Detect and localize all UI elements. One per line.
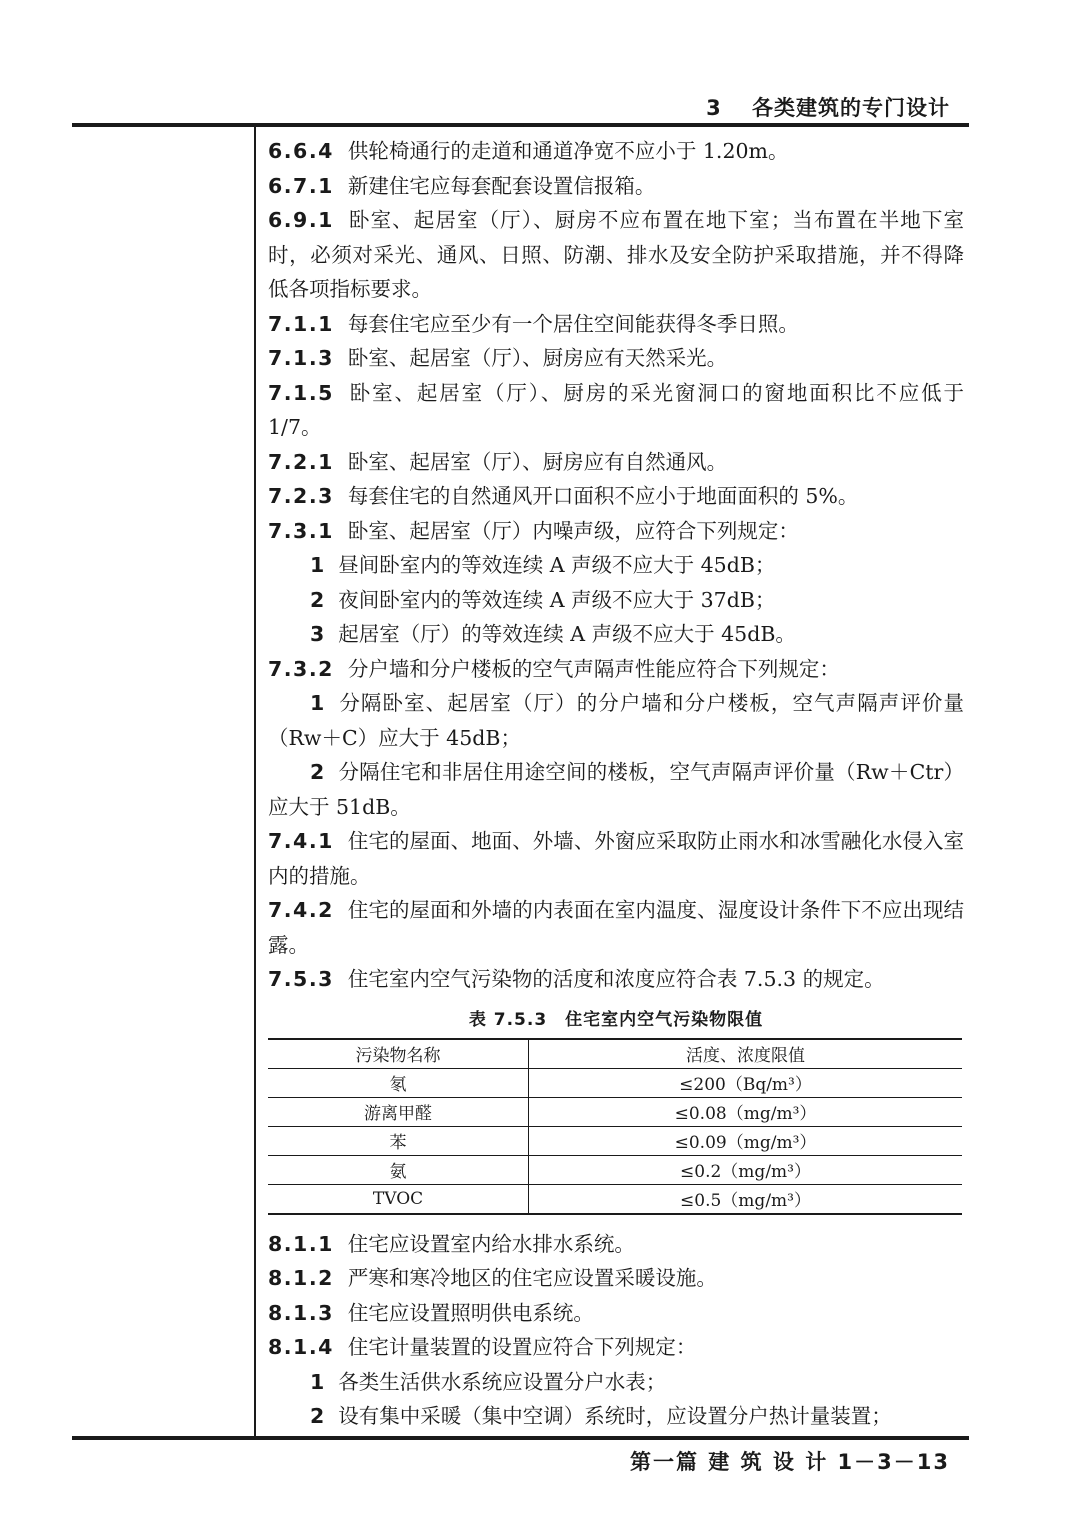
clause <box>268 893 964 962</box>
margin-line <box>254 127 256 1436</box>
list-item <box>268 548 964 583</box>
clause-number: 6.9.1 <box>268 208 334 232</box>
list-item <box>268 1399 964 1434</box>
table-number: 表 7.5.3 <box>468 1009 548 1030</box>
list-item <box>268 583 964 618</box>
limit-value-cell: ≤0.2（mg/m³） <box>529 1155 962 1184</box>
item-text: 各类生活供水系统应设置分户水表； <box>338 1369 667 1394</box>
list-item <box>268 755 964 824</box>
clause <box>268 1261 964 1296</box>
chapter-title: 各类建筑的专门设计 <box>752 96 950 120</box>
clause-text: 卧室、起居室（厅）、厨房的采光窗洞口的窗地面积比不应低于1/7。 <box>268 380 964 439</box>
clause <box>268 824 964 893</box>
clause-732 <box>268 652 964 687</box>
pollutant-limits-table <box>268 1038 962 1215</box>
table-row <box>268 1097 962 1126</box>
item-text: 分隔住宅和非居住用途空间的楼板，空气声隔声评价量（Rw＋Ctr）应大于 51dB。 <box>268 760 964 819</box>
table-row <box>268 1126 962 1155</box>
clause-number: 7.2.1 <box>268 449 334 474</box>
list-item <box>268 686 964 755</box>
list-item <box>268 1365 964 1400</box>
limit-value-cell: ≤0.5（mg/m³） <box>529 1184 962 1214</box>
clause-text: 住宅应设置照明供电系统。 <box>347 1300 594 1325</box>
clause-number: 7.5.3 <box>268 967 334 991</box>
header-rule <box>72 123 969 127</box>
clause-number: 7.4.1 <box>268 829 334 853</box>
clause <box>268 962 964 997</box>
clauses-a <box>268 134 964 548</box>
table-title: 住宅室内空气污染物限值 <box>565 1009 764 1030</box>
pollutant-name-cell: TVOC <box>268 1184 529 1214</box>
col-header-limit: 活度、浓度限值 <box>529 1039 962 1069</box>
clause-text: 严寒和寒冷地区的住宅应设置采暖设施。 <box>347 1266 717 1290</box>
clause-number: 7.1.1 <box>268 311 334 336</box>
clause-number: 7.2.3 <box>268 484 334 508</box>
clause-number: 8.1.1 <box>268 1231 334 1256</box>
clause-number: 7.4.2 <box>268 898 334 922</box>
pollutant-name-cell: 游离甲醛 <box>268 1097 529 1126</box>
item-text: 设有集中采暖（集中空调）系统时，应设置分户热计量装置； <box>338 1404 892 1428</box>
clause-number: 6.7.1 <box>268 173 334 198</box>
clause-text: 分户墙和分户楼板的空气声隔声性能应符合下列规定： <box>347 656 840 681</box>
item-text: 夜间卧室内的等效连续 A 声级不应大于 37dB； <box>338 587 776 612</box>
clause-732-items <box>268 686 964 824</box>
pollutant-name-cell: 氡 <box>268 1068 529 1097</box>
clause-number: 7.3.1 <box>268 518 334 543</box>
pollutant-name-cell: 苯 <box>268 1126 529 1155</box>
clause-text: 住宅室内空气污染物的活度和浓度应符合表 7.5.3 的规定。 <box>347 967 885 991</box>
clause-number: 8.1.3 <box>268 1300 334 1325</box>
clause <box>268 479 964 514</box>
clause-text: 住宅计量装置的设置应符合下列规定： <box>347 1335 697 1359</box>
clause-text: 卧室、起居室（厅）、厨房应有天然采光。 <box>347 346 728 370</box>
item-number: 1 <box>310 1369 325 1394</box>
col-header-pollutant: 污染物名称 <box>268 1039 529 1069</box>
clause-text: 住宅应设置室内给水排水系统。 <box>347 1231 635 1256</box>
footer-rule <box>72 1436 969 1440</box>
page-footer: 第一篇 建 筑 设 计 1－3－13 <box>629 1450 950 1474</box>
chapter-number: 3 <box>706 96 722 120</box>
clause-text: 卧室、起居室（厅）、厨房不应布置在地下室；当布置在半地下室时，必须对采光、通风、日照、防潮、排水及安全防护采取措施，并不得降低各项指标要求。 <box>268 208 964 301</box>
clause <box>268 169 964 204</box>
table-row <box>268 1155 962 1184</box>
clause-number: 6.6.4 <box>268 139 334 163</box>
clauses-b <box>268 824 964 997</box>
table-header-row <box>268 1039 962 1069</box>
item-number: 2 <box>310 760 325 784</box>
clauses-c <box>268 1227 964 1365</box>
clause-text: 卧室、起居室（厅）内噪声级，应符合下列规定： <box>347 518 799 543</box>
clause-text: 供轮椅通行的走道和通道净宽不应小于 1.20m。 <box>347 139 789 163</box>
clause-814-items <box>268 1365 964 1434</box>
item-number: 3 <box>310 622 325 646</box>
clause <box>268 1227 964 1262</box>
item-text: 分隔卧室、起居室（厅）的分户墙和分户楼板，空气声隔声评价量（Rw＋C）应大于 45dB； <box>268 691 964 750</box>
clause-number: 8.1.2 <box>268 1266 334 1290</box>
item-number: 1 <box>310 691 325 715</box>
clause <box>268 341 964 376</box>
item-text: 起居室（厅）的等效连续 A 声级不应大于 45dB。 <box>338 622 796 646</box>
item-text: 昼间卧室内的等效连续 A 声级不应大于 45dB； <box>338 553 776 577</box>
clause <box>268 445 964 480</box>
list-item <box>268 617 964 652</box>
limit-value-cell: ≤0.09（mg/m³） <box>529 1126 962 1155</box>
table-row <box>268 1068 962 1097</box>
pollutant-name-cell: 氨 <box>268 1155 529 1184</box>
clause-text: 住宅的屋面和外墙的内表面在室内温度、湿度设计条件下不应出现结露。 <box>268 898 964 957</box>
clause <box>268 203 964 307</box>
clause <box>268 134 964 169</box>
clause-number: 8.1.4 <box>268 1335 334 1359</box>
clause <box>268 514 964 549</box>
item-number: 2 <box>310 587 325 612</box>
clause-731-items <box>268 548 964 652</box>
table-caption <box>268 1005 964 1030</box>
item-number: 1 <box>310 553 325 577</box>
limit-value-cell: ≤0.08（mg/m³） <box>529 1097 962 1126</box>
clause-text: 住宅的屋面、地面、外墙、外窗应采取防止雨水和冰雪融化水侵入室内的措施。 <box>268 829 964 888</box>
clause-number: 7.1.5 <box>268 380 334 405</box>
clause <box>268 1330 964 1365</box>
clause-text: 新建住宅应每套配套设置信报箱。 <box>347 173 656 198</box>
page-header <box>706 92 950 122</box>
table-row <box>268 1184 962 1214</box>
page-body <box>268 134 964 1434</box>
clause-text: 每套住宅应至少有一个居住空间能获得冬季日照。 <box>347 311 799 336</box>
item-number: 2 <box>310 1404 325 1428</box>
clause <box>268 307 964 342</box>
clause-number: 7.1.3 <box>268 346 334 370</box>
clause-text: 卧室、起居室（厅）、厨房应有自然通风。 <box>347 449 728 474</box>
clause <box>268 1296 964 1331</box>
clause <box>268 376 964 445</box>
clause-number: 7.3.2 <box>268 656 334 681</box>
clause-text: 每套住宅的自然通风开口面积不应小于地面面积的 5%。 <box>347 484 859 508</box>
limit-value-cell: ≤200（Bq/m³） <box>529 1068 962 1097</box>
